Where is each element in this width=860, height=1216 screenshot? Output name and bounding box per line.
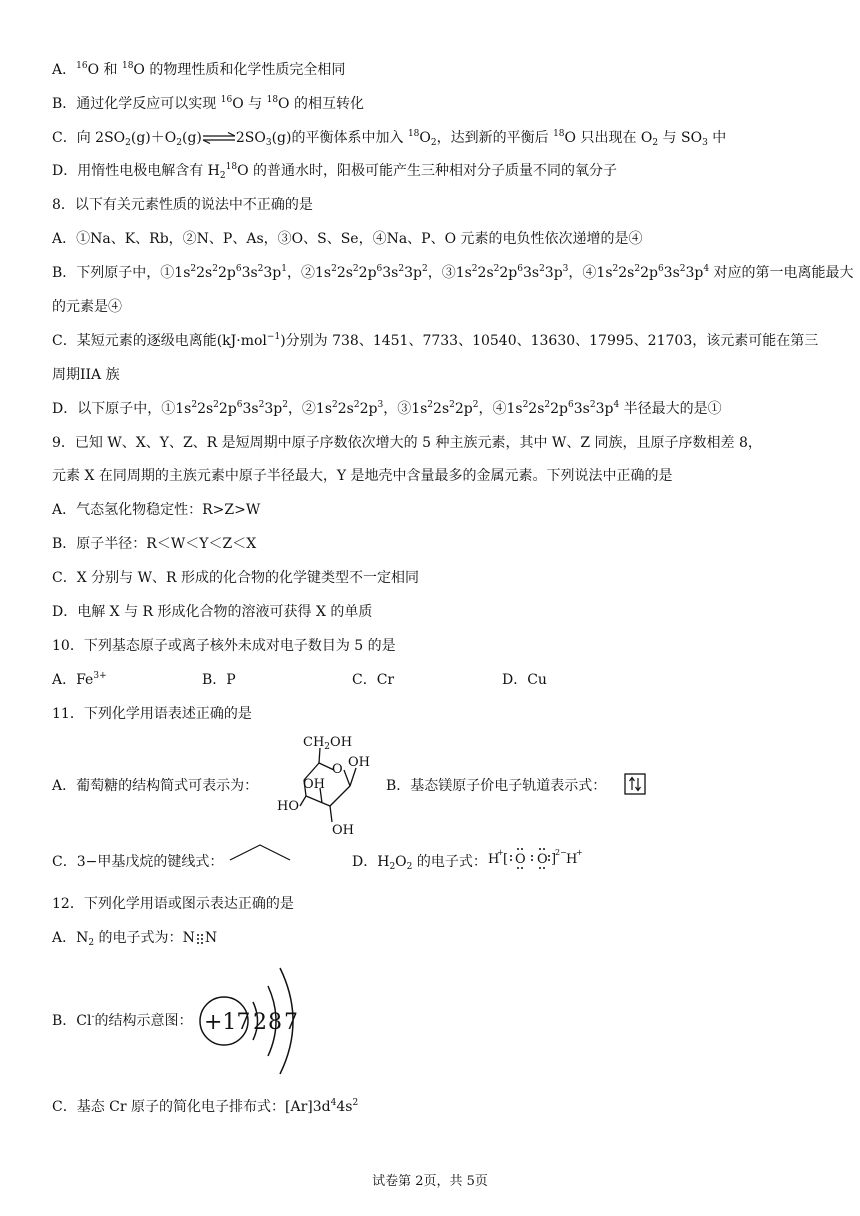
q8-option-a: A．①Na、K、Rb，②N、P、As，③O、S、Se，④Na、P、O 元素的电负性依次递增的是④ [52,231,643,247]
q11-option-a: A．葡萄糖的结构简式可表示为： [52,778,259,794]
q12-stem: 12．下列化学用语或图示表达正确的是 [52,896,294,912]
glucose-structure-diagram [272,728,382,838]
ring-oxygen-label: O [332,762,343,777]
ef-bracket-left: [ [503,852,509,867]
ef-h-right: H [566,852,578,867]
ef-h-left: H [488,852,500,867]
shell-2-electrons: 8 [268,1010,282,1035]
q12-option-c: C．基态 Cr 原子的简化电子排布式：$[Ar]3d^44s^2$ [52,1098,359,1115]
shell-1-electrons: 2 [253,1010,267,1035]
ef-charge: 2− [555,848,567,857]
triple-bond-dots-icon [195,932,205,944]
chloride-ion-structure-diagram [196,956,306,1086]
q9-option-c: C．X 分别与 W、R 形成的化合物的化学键类型不一定相同 [52,570,419,586]
q11-option-d: D．$H_2O_2$ 的电子式： [352,854,487,872]
q12-option-a: A．$N_2$ 的电子式为：N N [52,930,218,948]
q8-option-d: D．以下原子中，$①1s^22s^22p^63s^23p^2$，$②1s^22s^22p^3$，$③1s^22s^22p^2$，$④1s^22s^22p^63s^23p^4$ 半径最大的是① [52,400,722,417]
page-footer: 试卷第 2页，共 5页 [372,1174,488,1189]
q10-option-b: B．P [202,672,236,688]
ring-ho-left-label: HO [277,799,299,814]
q9-stem-line2: 元素 X 在同周期的主族元素中原子半径最大，Y 是地壳中含量最多的金属元素。下列说法中正确的是 [52,468,673,484]
ef-oxygen-1: O [515,852,526,867]
h2o2-electron-formula [488,846,588,874]
shell-3-electrons: 7 [284,1010,298,1035]
equilibrium-arrow-icon [202,132,236,144]
q8-option-c: C．某短元素的逐级电离能(kJ·mol$^{-1}$)分别为 738、1451、7733、10540、13630、17995、21703，该元素可能在第三 [52,332,819,349]
q12-option-b: B．Cl-的结构示意图： [52,1012,193,1029]
ef-h-right-charge: + [576,848,583,857]
q9-option-d: D．电解 X 与 R 形成化合物的溶液可获得 X 的单质 [52,604,373,620]
q10-option-d: D．Cu [502,672,547,688]
ring-ch2oh-label: $CH_2OH$ [303,735,353,752]
q7-option-c: C．向 $2SO_2(g)+O_2(g)$ $2SO_3(g)$的平衡体系中加入 $^{18}O_2$，达到新的平衡后 $^{18}$O 只出现在 $O_2$ 与 $SO_3$ 中 [52,129,727,148]
q10-option-a: A．$Fe^{3+}$ [52,671,107,688]
nucleus-label: +17 [204,1010,251,1035]
q8-option-b-cont: 的元素是④ [52,299,122,315]
q10-option-c: C．Cr [352,672,395,688]
q8-option-b: B．下列原子中，$①1s^22s^22p^63s^23p^1$，$②1s^22s^22p^63s^23p^2$，$③1s^22s^22p^63s^23p^3$，$④1s^22s^22p^63s^23p^4$ 对应的第一电离能最大 [52,264,854,281]
q9-option-a: A．气态氢化物稳定性：R>Z>W [52,502,261,518]
q10-stem: 10．下列基态原子或离子核外未成对电子数目为 5 的是 [52,638,396,654]
q7-option-a: A．$^{16}$O 和 $^{18}$O 的物理性质和化学性质完全相同 [52,61,346,78]
ef-h-left-charge: + [497,848,504,857]
q11-stem: 11．下列化学用语表述正确的是 [52,706,252,722]
q9-stem-line1: 9．已知 W、X、Y、Z、R 是短周期中原子序数依次增大的 5 种主族元素，其中 W、Z 同族，且原子序数相差 8， [52,435,762,451]
q9-option-b: B．原子半径：R＜W＜Y＜Z＜X [52,536,257,552]
ring-oh-bottom-label: OH [332,823,354,838]
q8-stem: 8．以下有关元素性质的说法中不正确的是 [52,197,313,213]
ef-bracket-right: ] [551,852,557,867]
skeletal-formula-diagram [228,843,292,863]
q11-option-c: C．3−甲基戊烷的键线式： [52,854,224,870]
ring-oh-inner-label: OH [303,777,325,792]
orbital-box-diagram [624,773,646,795]
q7-option-b: B．通过化学反应可以实现 $^{16}$O 与 $^{18}$O 的相互转化 [52,95,364,112]
ef-oxygen-2: O [537,852,548,867]
q8-option-c-cont: 周期IIA 族 [52,367,120,383]
q11-option-b: B．基态镁原子价电子轨道表示式： [386,778,607,794]
ring-oh-right-label: OH [348,755,370,770]
q7-option-d: D．用惰性电极电解含有 $H_2^{18}O$ 的普通水时，阳极可能产生三种相对分子质量不同的氧分子 [52,162,618,181]
